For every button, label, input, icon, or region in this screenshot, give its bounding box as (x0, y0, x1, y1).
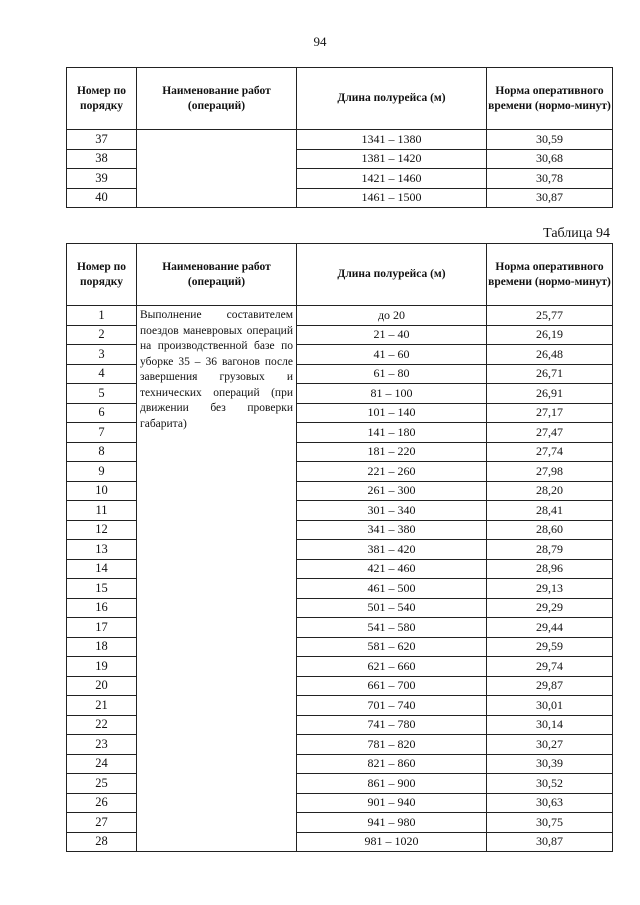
half-trip-length: 1381 – 1420 (297, 149, 487, 169)
half-trip-length: 501 – 540 (297, 598, 487, 618)
table-caption: Таблица 94 (543, 226, 610, 241)
time-norm: 27,74 (487, 442, 613, 462)
row-number: 7 (67, 423, 137, 443)
row-number: 18 (67, 637, 137, 657)
table-continuation (66, 67, 613, 208)
operation-description: Выполнение составителем поездов маневровых операций на производственной базе по уборке 35 – 36 вагонов после завершения грузовых и технических операций (при движении без проверки габарита) (137, 306, 297, 852)
half-trip-length: 741 – 780 (297, 715, 487, 735)
header-name: Наименование работ (операций) (137, 244, 297, 306)
row-number: 23 (67, 735, 137, 755)
row-number: 16 (67, 598, 137, 618)
header-norm: Норма оперативного времени (нормо-минут) (487, 244, 613, 306)
row-number: 5 (67, 384, 137, 404)
time-norm: 30,63 (487, 793, 613, 813)
half-trip-length: 901 – 940 (297, 793, 487, 813)
half-trip-length: 181 – 220 (297, 442, 487, 462)
time-norm: 26,91 (487, 384, 613, 404)
row-number: 25 (67, 774, 137, 794)
half-trip-length: 1341 – 1380 (297, 130, 487, 150)
half-trip-length: 661 – 700 (297, 676, 487, 696)
row-number: 11 (67, 501, 137, 521)
half-trip-length: 821 – 860 (297, 754, 487, 774)
half-trip-length: 581 – 620 (297, 637, 487, 657)
time-norm: 26,19 (487, 325, 613, 345)
time-norm: 28,79 (487, 540, 613, 560)
half-trip-length: 1421 – 1460 (297, 169, 487, 189)
time-norm: 30,27 (487, 735, 613, 755)
header-length: Длина полурейса (м) (297, 244, 487, 306)
table-header-row (67, 68, 613, 130)
header-num: Номер по порядку (67, 68, 137, 130)
time-norm: 28,41 (487, 501, 613, 521)
header-name: Наименование работ (операций) (137, 68, 297, 130)
row-number: 1 (67, 306, 137, 326)
half-trip-length: 781 – 820 (297, 735, 487, 755)
half-trip-length: 941 – 980 (297, 813, 487, 833)
half-trip-length: 341 – 380 (297, 520, 487, 540)
time-norm: 30,87 (487, 832, 613, 852)
row-number: 13 (67, 540, 137, 560)
half-trip-length: 21 – 40 (297, 325, 487, 345)
row-number: 26 (67, 793, 137, 813)
row-number: 12 (67, 520, 137, 540)
operation-description (137, 130, 297, 208)
half-trip-length: 221 – 260 (297, 462, 487, 482)
half-trip-length: 41 – 60 (297, 345, 487, 365)
table-row (67, 130, 613, 150)
time-norm: 30,87 (487, 188, 613, 208)
half-trip-length: до 20 (297, 306, 487, 326)
time-norm: 30,52 (487, 774, 613, 794)
row-number: 24 (67, 754, 137, 774)
row-number: 22 (67, 715, 137, 735)
time-norm: 25,77 (487, 306, 613, 326)
half-trip-length: 421 – 460 (297, 559, 487, 579)
half-trip-length: 1461 – 1500 (297, 188, 487, 208)
row-number: 17 (67, 618, 137, 638)
half-trip-length: 261 – 300 (297, 481, 487, 501)
header-length: Длина полурейса (м) (297, 68, 487, 130)
time-norm: 28,96 (487, 559, 613, 579)
table-94 (66, 243, 613, 852)
time-norm: 27,47 (487, 423, 613, 443)
half-trip-length: 381 – 420 (297, 540, 487, 560)
time-norm: 27,17 (487, 403, 613, 423)
time-norm: 29,29 (487, 598, 613, 618)
time-norm: 28,60 (487, 520, 613, 540)
page-number: 94 (313, 34, 327, 49)
table-header-row (67, 244, 613, 306)
half-trip-length: 61 – 80 (297, 364, 487, 384)
half-trip-length: 101 – 140 (297, 403, 487, 423)
time-norm: 28,20 (487, 481, 613, 501)
row-number: 2 (67, 325, 137, 345)
row-number: 9 (67, 462, 137, 482)
time-norm: 30,78 (487, 169, 613, 189)
time-norm: 29,13 (487, 579, 613, 599)
row-number: 19 (67, 657, 137, 677)
half-trip-length: 541 – 580 (297, 618, 487, 638)
row-number: 8 (67, 442, 137, 462)
time-norm: 30,59 (487, 130, 613, 150)
row-number: 21 (67, 696, 137, 716)
half-trip-length: 81 – 100 (297, 384, 487, 404)
header-num: Номер по порядку (67, 244, 137, 306)
half-trip-length: 301 – 340 (297, 501, 487, 521)
row-number: 37 (67, 130, 137, 150)
row-number: 38 (67, 149, 137, 169)
row-number: 14 (67, 559, 137, 579)
time-norm: 30,14 (487, 715, 613, 735)
time-norm: 26,48 (487, 345, 613, 365)
row-number: 28 (67, 832, 137, 852)
row-number: 6 (67, 403, 137, 423)
half-trip-length: 621 – 660 (297, 657, 487, 677)
time-norm: 30,75 (487, 813, 613, 833)
half-trip-length: 461 – 500 (297, 579, 487, 599)
row-number: 4 (67, 364, 137, 384)
time-norm: 30,01 (487, 696, 613, 716)
row-number: 39 (67, 169, 137, 189)
time-norm: 27,98 (487, 462, 613, 482)
table-body (67, 130, 613, 208)
time-norm: 30,39 (487, 754, 613, 774)
time-norm: 29,87 (487, 676, 613, 696)
time-norm: 29,59 (487, 637, 613, 657)
row-number: 20 (67, 676, 137, 696)
half-trip-length: 981 – 1020 (297, 832, 487, 852)
row-number: 3 (67, 345, 137, 365)
time-norm: 30,68 (487, 149, 613, 169)
time-norm: 26,71 (487, 364, 613, 384)
time-norm: 29,44 (487, 618, 613, 638)
table-body (67, 306, 613, 852)
row-number: 15 (67, 579, 137, 599)
half-trip-length: 861 – 900 (297, 774, 487, 794)
table-row (67, 306, 613, 326)
row-number: 40 (67, 188, 137, 208)
row-number: 10 (67, 481, 137, 501)
time-norm: 29,74 (487, 657, 613, 677)
half-trip-length: 701 – 740 (297, 696, 487, 716)
half-trip-length: 141 – 180 (297, 423, 487, 443)
row-number: 27 (67, 813, 137, 833)
header-norm: Норма оперативного времени (нормо-минут) (487, 68, 613, 130)
